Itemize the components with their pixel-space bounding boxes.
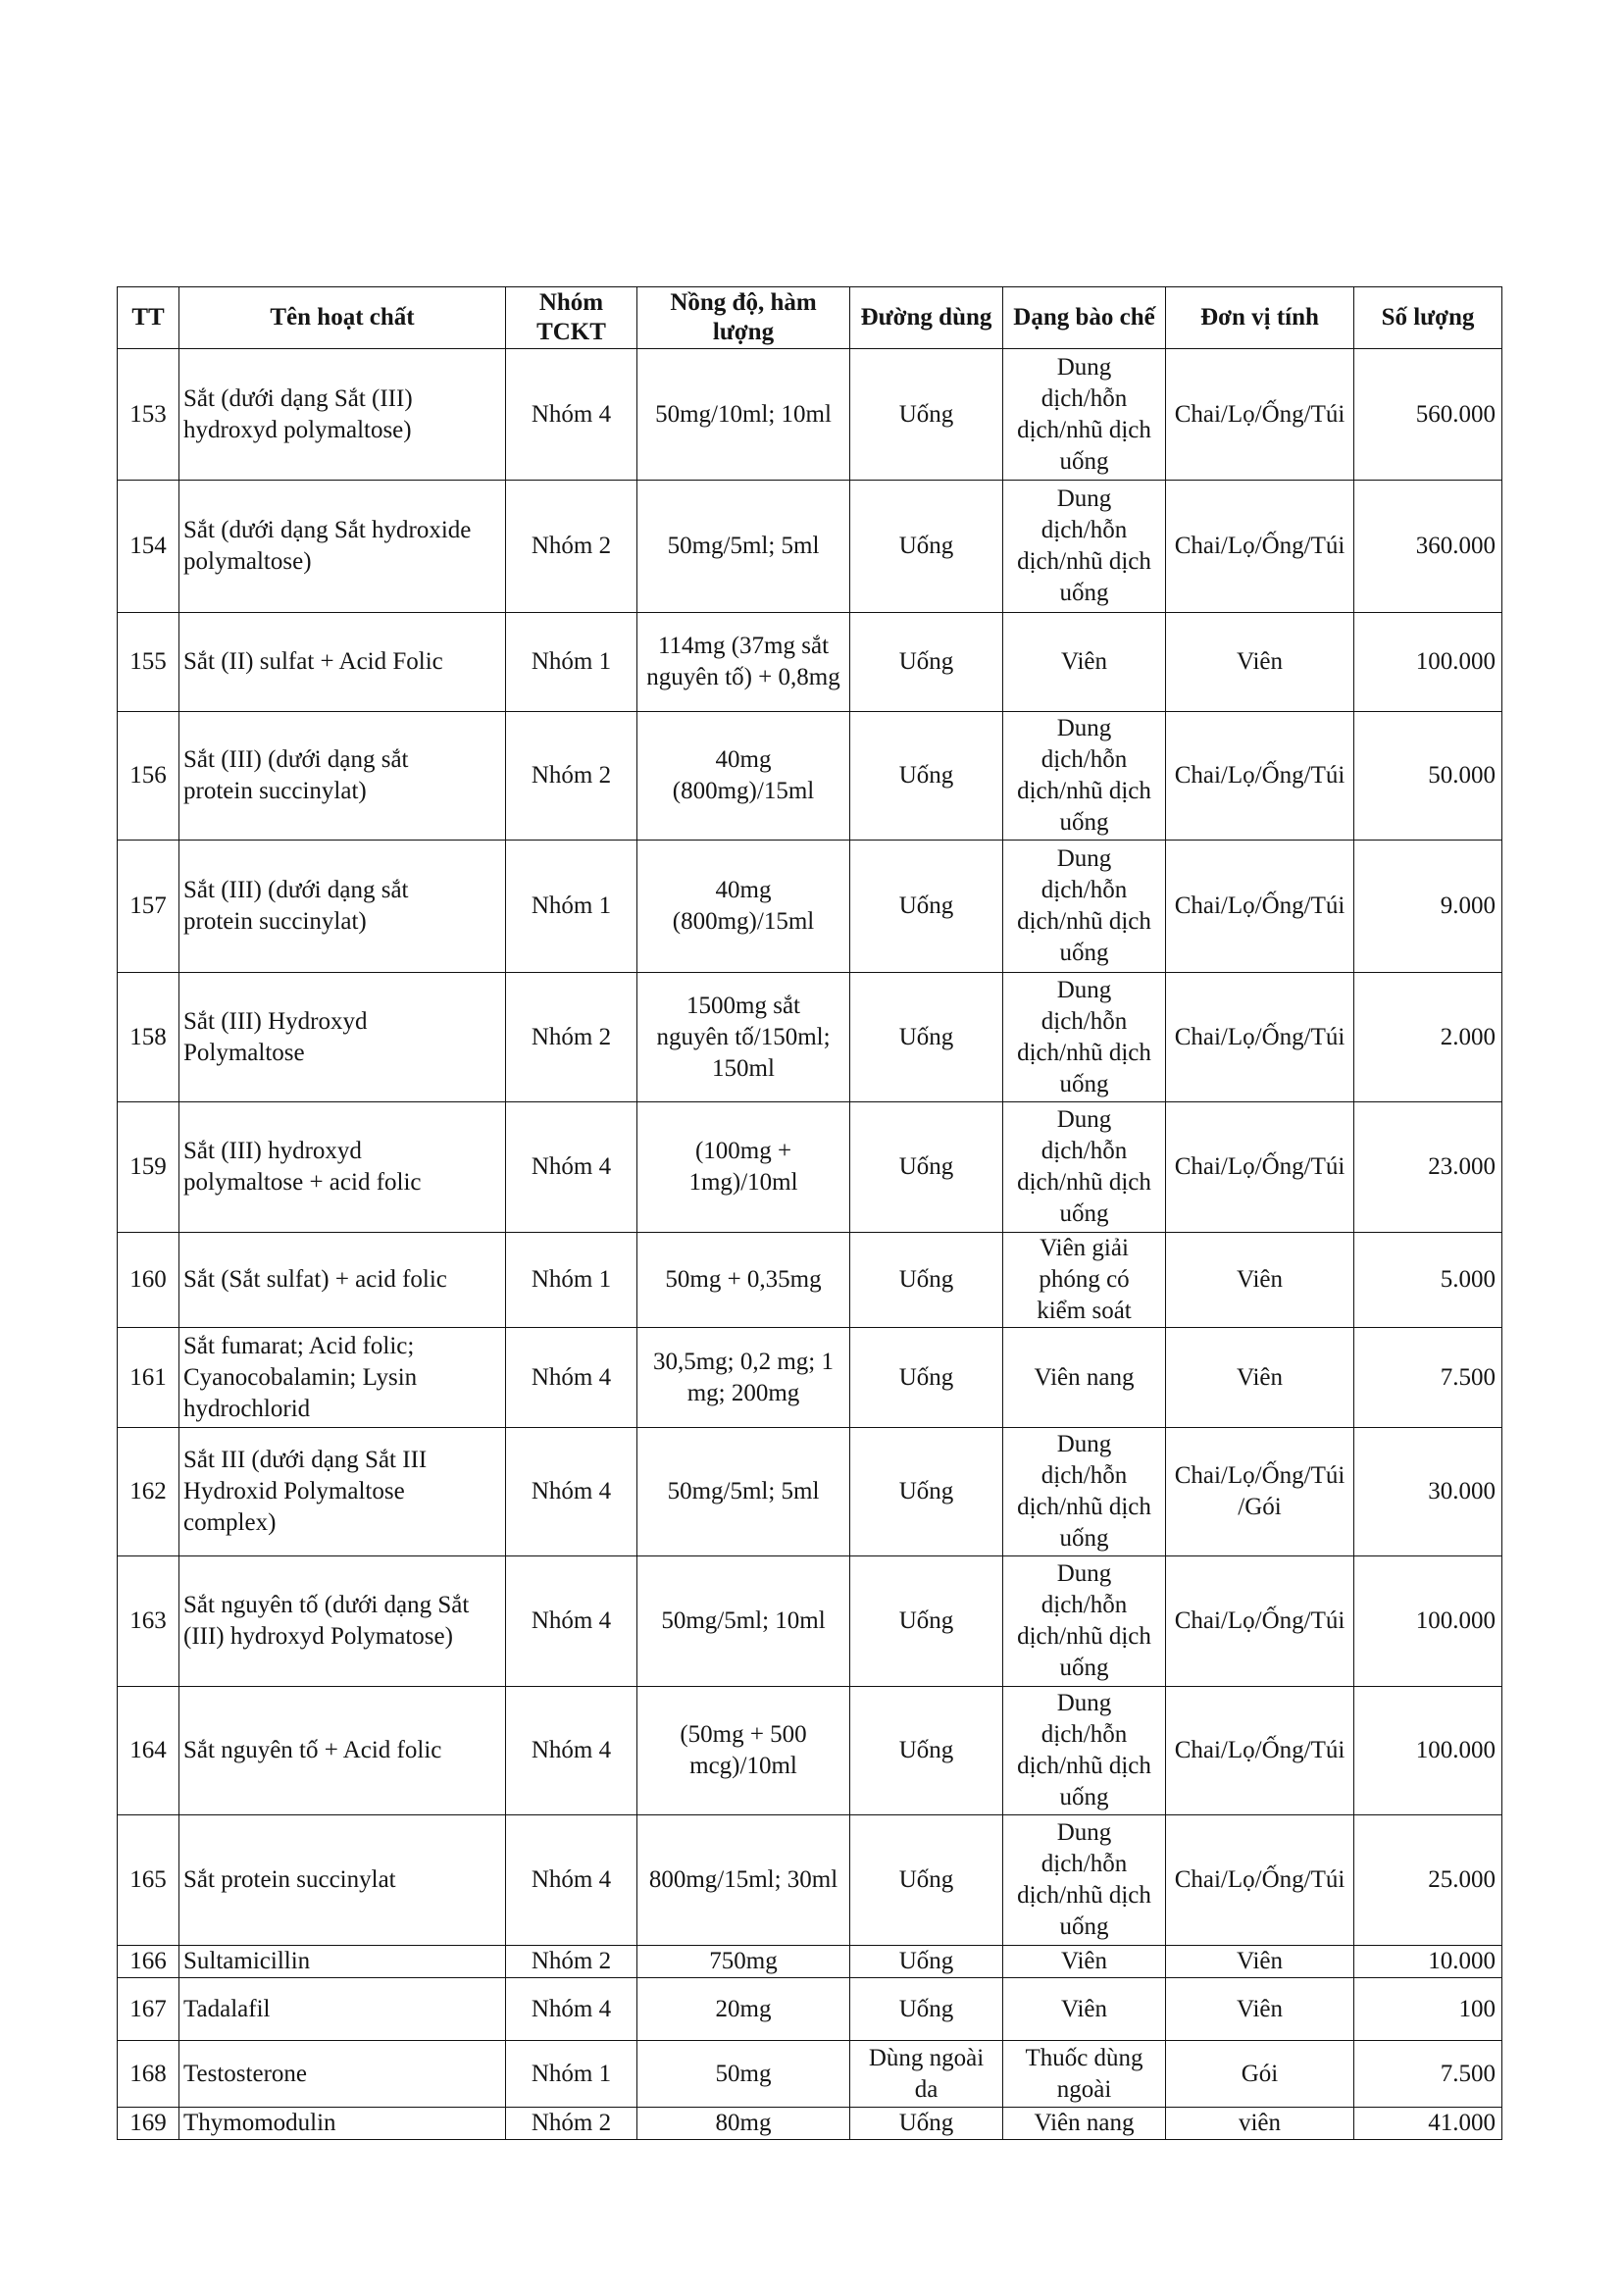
cell-quantity: 100.000	[1354, 613, 1502, 712]
table-row	[118, 1102, 1502, 1233]
cell-dosage-form: Dung dịch/hỗn dịch/nhũ dịch uống	[1003, 712, 1166, 841]
table-row	[118, 481, 1502, 613]
cell-group: Nhóm 2	[506, 712, 637, 841]
cell-unit: Viên	[1166, 1946, 1354, 1978]
cell-quantity: 2.000	[1354, 973, 1502, 1102]
cell-quantity: 9.000	[1354, 841, 1502, 973]
cell-quantity: 100.000	[1354, 1687, 1502, 1815]
cell-unit: Gói	[1166, 2041, 1354, 2108]
table-row	[118, 1687, 1502, 1815]
cell-route: Uống	[850, 841, 1003, 973]
cell-quantity: 5.000	[1354, 1233, 1502, 1328]
cell-group: Nhóm 4	[506, 1815, 637, 1946]
cell-unit: Chai/Lọ/Ống/Túi	[1166, 973, 1354, 1102]
cell-active-ingredient: Sắt (III) Hydroxyd Polymaltose	[179, 973, 506, 1102]
table-row	[118, 1556, 1502, 1687]
cell-unit: Viên	[1166, 613, 1354, 712]
cell-active-ingredient: Sắt III (dưới dạng Sắt III Hydroxid Polymaltose complex)	[179, 1428, 506, 1556]
cell-tt: 164	[118, 1687, 179, 1815]
cell-dosage-form: Dung dịch/hỗn dịch/nhũ dịch uống	[1003, 349, 1166, 481]
cell-active-ingredient: Sắt (III) hydroxyd polymaltose + acid folic	[179, 1102, 506, 1233]
cell-quantity: 100.000	[1354, 1556, 1502, 1687]
cell-active-ingredient: Sultamicillin	[179, 1946, 506, 1978]
cell-strength: 50mg	[637, 2041, 850, 2108]
cell-group: Nhóm 1	[506, 1233, 637, 1328]
cell-group: Nhóm 2	[506, 481, 637, 613]
cell-route: Uống	[850, 1428, 1003, 1556]
cell-quantity: 50.000	[1354, 712, 1502, 841]
cell-tt: 155	[118, 613, 179, 712]
cell-route: Uống	[850, 481, 1003, 613]
cell-strength: 800mg/15ml; 30ml	[637, 1815, 850, 1946]
cell-unit: Chai/Lọ/Ống/Túi	[1166, 712, 1354, 841]
cell-group: Nhóm 4	[506, 1328, 637, 1428]
cell-dosage-form: Dung dịch/hỗn dịch/nhũ dịch uống	[1003, 973, 1166, 1102]
cell-unit: Chai/Lọ/Ống/Túi	[1166, 1556, 1354, 1687]
cell-route: Uống	[850, 1328, 1003, 1428]
cell-group: Nhóm 4	[506, 1428, 637, 1556]
cell-dosage-form: Dung dịch/hỗn dịch/nhũ dịch uống	[1003, 481, 1166, 613]
cell-route: Uống	[850, 712, 1003, 841]
cell-tt: 157	[118, 841, 179, 973]
cell-active-ingredient: Sắt (Sắt sulfat) + acid folic	[179, 1233, 506, 1328]
cell-quantity: 7.500	[1354, 1328, 1502, 1428]
cell-tt: 153	[118, 349, 179, 481]
cell-strength: 50mg/5ml; 5ml	[637, 1428, 850, 1556]
table-row	[118, 2108, 1502, 2140]
cell-active-ingredient: Sắt nguyên tố + Acid folic	[179, 1687, 506, 1815]
cell-active-ingredient: Testosterone	[179, 2041, 506, 2108]
table-row	[118, 841, 1502, 973]
cell-tt: 162	[118, 1428, 179, 1556]
cell-active-ingredient: Sắt protein succinylat	[179, 1815, 506, 1946]
table-row	[118, 1233, 1502, 1328]
table-row	[118, 1428, 1502, 1556]
cell-tt: 169	[118, 2108, 179, 2140]
cell-dosage-form: Dung dịch/hỗn dịch/nhũ dịch uống	[1003, 1556, 1166, 1687]
cell-strength: 114mg (37mg sắt nguyên tố) + 0,8mg	[637, 613, 850, 712]
cell-strength: 40mg (800mg)/15ml	[637, 712, 850, 841]
table-row	[118, 349, 1502, 481]
cell-group: Nhóm 4	[506, 1102, 637, 1233]
cell-strength: 80mg	[637, 2108, 850, 2140]
header-tt: TT	[118, 287, 179, 349]
cell-tt: 168	[118, 2041, 179, 2108]
cell-route: Uống	[850, 2108, 1003, 2140]
cell-dosage-form: Viên	[1003, 613, 1166, 712]
cell-tt: 166	[118, 1946, 179, 1978]
cell-route: Uống	[850, 1946, 1003, 1978]
cell-quantity: 25.000	[1354, 1815, 1502, 1946]
cell-strength: 50mg/10ml; 10ml	[637, 349, 850, 481]
cell-strength: 750mg	[637, 1946, 850, 1978]
cell-quantity: 30.000	[1354, 1428, 1502, 1556]
header-group: Nhóm TCKT	[506, 287, 637, 349]
cell-group: Nhóm 4	[506, 1556, 637, 1687]
table-row	[118, 1946, 1502, 1978]
cell-unit: viên	[1166, 2108, 1354, 2140]
cell-strength: 1500mg sắt nguyên tố/150ml; 150ml	[637, 973, 850, 1102]
table-row	[118, 1328, 1502, 1428]
cell-unit: Chai/Lọ/Ống/Túi	[1166, 481, 1354, 613]
cell-group: Nhóm 4	[506, 1978, 637, 2041]
cell-strength: 20mg	[637, 1978, 850, 2041]
cell-dosage-form: Viên giải phóng có kiểm soát	[1003, 1233, 1166, 1328]
cell-unit: Chai/Lọ/Ống/Túi /Gói	[1166, 1428, 1354, 1556]
cell-active-ingredient: Sắt (II) sulfat + Acid Folic	[179, 613, 506, 712]
cell-tt: 165	[118, 1815, 179, 1946]
cell-unit: Chai/Lọ/Ống/Túi	[1166, 1815, 1354, 1946]
cell-dosage-form: Dung dịch/hỗn dịch/nhũ dịch uống	[1003, 841, 1166, 973]
cell-active-ingredient: Sắt nguyên tố (dưới dạng Sắt (III) hydroxyd Polymatose)	[179, 1556, 506, 1687]
header-quantity: Số lượng	[1354, 287, 1502, 349]
table-row	[118, 613, 1502, 712]
cell-unit: Viên	[1166, 1233, 1354, 1328]
cell-strength: 40mg (800mg)/15ml	[637, 841, 850, 973]
cell-quantity: 100	[1354, 1978, 1502, 2041]
cell-tt: 161	[118, 1328, 179, 1428]
cell-tt: 159	[118, 1102, 179, 1233]
cell-group: Nhóm 4	[506, 1687, 637, 1815]
cell-group: Nhóm 1	[506, 2041, 637, 2108]
cell-tt: 158	[118, 973, 179, 1102]
table-row	[118, 2041, 1502, 2108]
cell-active-ingredient: Sắt (dưới dạng Sắt (III) hydroxyd polymaltose)	[179, 349, 506, 481]
cell-strength: 50mg/5ml; 10ml	[637, 1556, 850, 1687]
cell-active-ingredient: Thymomodulin	[179, 2108, 506, 2140]
cell-strength: 50mg/5ml; 5ml	[637, 481, 850, 613]
cell-route: Uống	[850, 613, 1003, 712]
header-unit: Đơn vị tính	[1166, 287, 1354, 349]
cell-route: Dùng ngoài da	[850, 2041, 1003, 2108]
cell-group: Nhóm 2	[506, 1946, 637, 1978]
drug-list-table	[117, 286, 1502, 2140]
cell-active-ingredient: Sắt (III) (dưới dạng sắt protein succinylat)	[179, 712, 506, 841]
cell-quantity: 23.000	[1354, 1102, 1502, 1233]
cell-unit: Chai/Lọ/Ống/Túi	[1166, 841, 1354, 973]
cell-dosage-form: Viên	[1003, 1946, 1166, 1978]
cell-dosage-form: Thuốc dùng ngoài	[1003, 2041, 1166, 2108]
cell-route: Uống	[850, 1233, 1003, 1328]
cell-group: Nhóm 4	[506, 349, 637, 481]
table-row	[118, 973, 1502, 1102]
cell-dosage-form: Dung dịch/hỗn dịch/nhũ dịch uống	[1003, 1687, 1166, 1815]
cell-dosage-form: Dung dịch/hỗn dịch/nhũ dịch uống	[1003, 1815, 1166, 1946]
cell-route: Uống	[850, 349, 1003, 481]
cell-unit: Viên	[1166, 1978, 1354, 2041]
table-row	[118, 1815, 1502, 1946]
cell-group: Nhóm 1	[506, 613, 637, 712]
cell-dosage-form: Viên nang	[1003, 1328, 1166, 1428]
cell-group: Nhóm 2	[506, 973, 637, 1102]
cell-unit: Chai/Lọ/Ống/Túi	[1166, 1102, 1354, 1233]
cell-active-ingredient: Sắt fumarat; Acid folic; Cyanocobalamin; Lysin hydrochlorid	[179, 1328, 506, 1428]
table-row	[118, 712, 1502, 841]
cell-active-ingredient: Sắt (dưới dạng Sắt hydroxide polymaltose)	[179, 481, 506, 613]
cell-dosage-form: Viên	[1003, 1978, 1166, 2041]
cell-route: Uống	[850, 1815, 1003, 1946]
cell-quantity: 560.000	[1354, 349, 1502, 481]
cell-strength: (100mg + 1mg)/10ml	[637, 1102, 850, 1233]
cell-tt: 156	[118, 712, 179, 841]
header-strength: Nồng độ, hàm lượng	[637, 287, 850, 349]
cell-route: Uống	[850, 1556, 1003, 1687]
cell-quantity: 7.500	[1354, 2041, 1502, 2108]
cell-tt: 154	[118, 481, 179, 613]
cell-dosage-form: Viên nang	[1003, 2108, 1166, 2140]
cell-strength: 30,5mg; 0,2 mg; 1 mg; 200mg	[637, 1328, 850, 1428]
cell-tt: 160	[118, 1233, 179, 1328]
cell-tt: 167	[118, 1978, 179, 2041]
cell-dosage-form: Dung dịch/hỗn dịch/nhũ dịch uống	[1003, 1428, 1166, 1556]
cell-quantity: 360.000	[1354, 481, 1502, 613]
cell-quantity: 41.000	[1354, 2108, 1502, 2140]
cell-tt: 163	[118, 1556, 179, 1687]
table-header-row	[118, 287, 1502, 349]
cell-group: Nhóm 1	[506, 841, 637, 973]
header-active-ingredient: Tên hoạt chất	[179, 287, 506, 349]
cell-strength: (50mg + 500 mcg)/10ml	[637, 1687, 850, 1815]
cell-group: Nhóm 2	[506, 2108, 637, 2140]
cell-unit: Viên	[1166, 1328, 1354, 1428]
cell-route: Uống	[850, 1102, 1003, 1233]
header-dosage-form: Dạng bào chế	[1003, 287, 1166, 349]
cell-strength: 50mg + 0,35mg	[637, 1233, 850, 1328]
cell-route: Uống	[850, 1687, 1003, 1815]
table-row	[118, 1978, 1502, 2041]
cell-route: Uống	[850, 1978, 1003, 2041]
cell-route: Uống	[850, 973, 1003, 1102]
cell-unit: Chai/Lọ/Ống/Túi	[1166, 1687, 1354, 1815]
cell-active-ingredient: Sắt (III) (dưới dạng sắt protein succinylat)	[179, 841, 506, 973]
cell-quantity: 10.000	[1354, 1946, 1502, 1978]
cell-unit: Chai/Lọ/Ống/Túi	[1166, 349, 1354, 481]
cell-dosage-form: Dung dịch/hỗn dịch/nhũ dịch uống	[1003, 1102, 1166, 1233]
cell-active-ingredient: Tadalafil	[179, 1978, 506, 2041]
header-route: Đường dùng	[850, 287, 1003, 349]
